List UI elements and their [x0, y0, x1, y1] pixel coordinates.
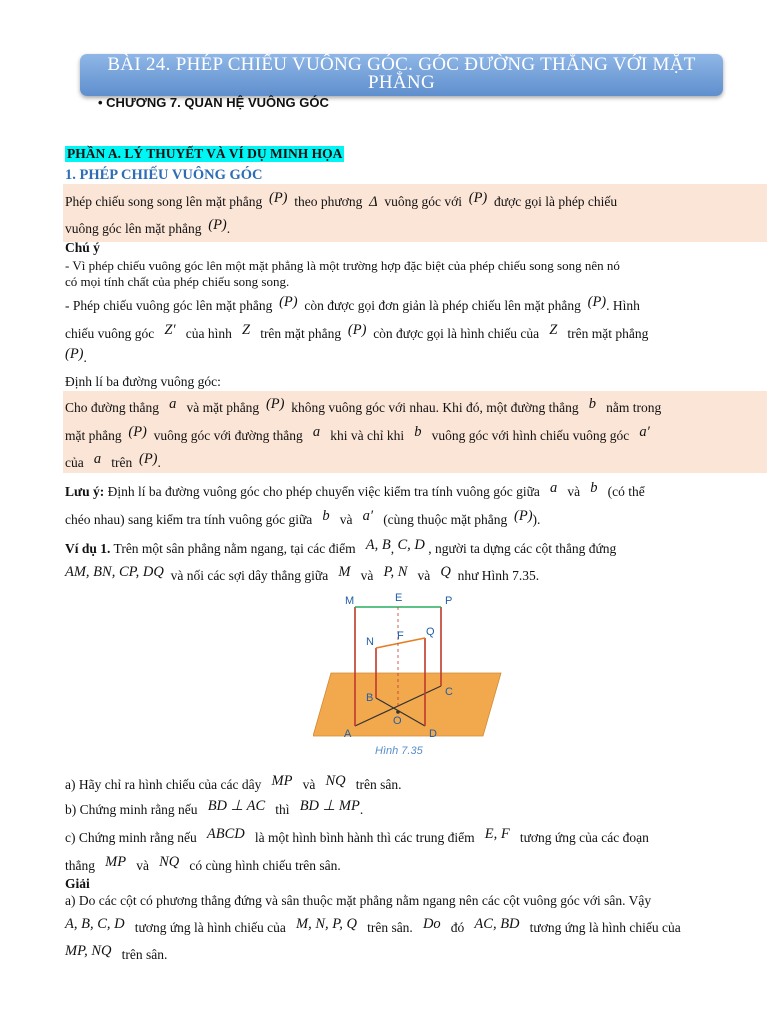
figure-caption: Hình 7.35 — [375, 745, 423, 757]
label-m: M — [345, 595, 355, 607]
note-title: Chú ý — [65, 240, 100, 255]
question-a: a) Hãy chỉ ra hình chiếu của các dây MP và NQ trên sân. — [65, 773, 402, 792]
theorem-line-3: của a trên (P). — [65, 451, 161, 470]
label-c: C — [445, 686, 453, 698]
label-f: F — [397, 630, 404, 642]
label-d: D — [429, 728, 437, 740]
theorem-line-2: mặt phẳng (P) vuông góc với đường thẳng a khi và chỉ khi b vuông góc với hình chiếu vuông góc a′ — [65, 424, 650, 443]
solution-line-3: MP, NQ trên sân. — [65, 943, 168, 962]
example-line-2: AM, BN, CP, DQ và nối các sợi dây thẳng giữa M và P, N và Q như Hình 7.35. — [65, 564, 540, 583]
label-p: P — [445, 595, 453, 607]
section-heading: 1. PHÉP CHIẾU VUÔNG GÓC — [65, 167, 263, 183]
question-c-line-2: thẳng MP và NQ có cùng hình chiếu trên sân. — [65, 854, 341, 873]
definition-line-1: Phép chiếu song song lên mặt phẳng (P) theo phương Δ vuông góc với (P) được gọi là phép chiếu — [65, 190, 618, 210]
remark-line-1: Lưu ý: Định lí ba đường vuông góc cho phép chuyển việc kiểm tra tính vuông góc giữa a và b (có thể — [65, 480, 645, 499]
note-line-2: có mọi tính chất của phép chiếu song song. — [65, 274, 290, 289]
note-line-4: chiếu vuông góc Z′ của hình Z trên mặt phẳng (P) còn được gọi là hình chiếu của Z trên mặt phẳng — [65, 322, 649, 341]
label-q: Q — [426, 626, 435, 638]
label-n: N — [366, 636, 374, 648]
label-b: B — [366, 692, 374, 704]
title-banner — [80, 54, 723, 96]
theorem-line-1: Cho đường thẳng a và mặt phẳng (P) không vuông góc với nhau. Khi đó, một đường thẳng b nằm trong — [65, 396, 662, 415]
question-c-line-1: c) Chứng minh rằng nếu ABCD là một hình bình hành thì các trung điểm E, F tương ứng của các đoạn — [65, 826, 649, 845]
label-a: A — [344, 728, 352, 740]
label-e: E — [395, 592, 403, 604]
theorem-title: Định lí ba đường vuông góc: — [65, 374, 221, 389]
part-a-heading: PHẦN A. LÝ THUYẾT VÀ VÍ DỤ MINH HỌA — [67, 146, 343, 161]
solution-line-1: a) Do các cột có phương thẳng đứng và sân thuộc mặt phẳng nằm ngang nên các cột vuông góc với sân. Vậy — [65, 893, 652, 908]
note-line-5: (P). — [65, 346, 87, 365]
definition-line-2: vuông góc lên mặt phẳng (P). — [65, 217, 231, 236]
title-line-1: BÀI 24. PHÉP CHIẾU VUÔNG GÓC. GÓC ĐƯỜNG THẲNG VỚI MẶT — [107, 54, 696, 75]
solution-title: Giải — [65, 876, 90, 891]
title-line-2: PHẲNG — [368, 72, 435, 93]
note-line-3: - Phép chiếu vuông góc lên mặt phẳng (P) còn được gọi đơn giản là phép chiếu lên mặt phẳng (P). Hình — [65, 294, 640, 313]
point-o — [396, 710, 400, 714]
solution-line-2: A, B, C, D tương ứng là hình chiếu của M, N, P, Q trên sân. Do đó AC, BD tương ứng là hình chiếu của — [65, 916, 681, 935]
note-line-1: - Vì phép chiếu vuông góc lên một mặt phẳng là một trường hợp đặc biệt của phép chiếu song song nên nó — [65, 258, 620, 273]
example-line-1: Ví dụ 1. Trên một sân phẳng nằm ngang, tại các điểm A, B, C, D , người ta dựng các cột thẳng đứng — [65, 537, 617, 556]
label-o: O — [393, 715, 402, 727]
figure-7-35 — [313, 588, 503, 758]
remark-line-2: chéo nhau) sang kiểm tra tính vuông góc giữa b và a′ (cùng thuộc mặt phẳng (P)). — [65, 508, 541, 527]
question-b: b) Chứng minh rằng nếu BD ⊥ AC thì BD ⊥ MP. — [65, 798, 364, 817]
ground-plane — [313, 673, 501, 736]
chapter-heading: • CHƯƠNG 7. QUAN HỆ VUÔNG GÓC — [98, 95, 329, 110]
